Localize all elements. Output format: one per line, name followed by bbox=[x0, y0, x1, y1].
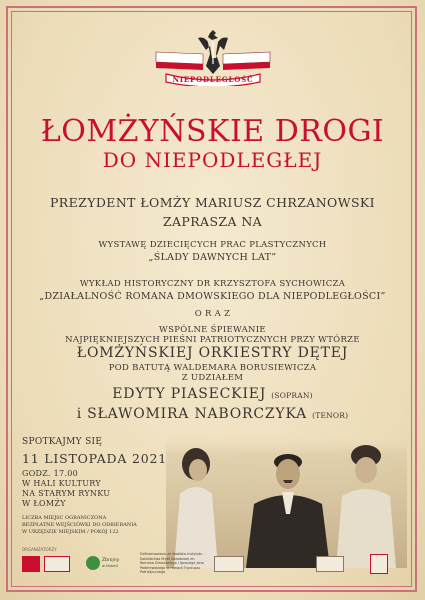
culture-hall-logo bbox=[44, 556, 70, 572]
soloist-1 bbox=[20, 383, 405, 402]
orchestra-name: ŁOMŻYŃSKIEJ ORKIESTRY DĘTEJ bbox=[76, 345, 349, 361]
soloist-2-prefix: i bbox=[76, 406, 83, 422]
notes-line-1: LICZBA MIEJSC OGRANICZONA bbox=[22, 515, 107, 521]
exhibition-title: „ŚLADY DAWNYCH LAT” bbox=[148, 252, 277, 263]
meeting-place-2: NA STARYM RYNKU bbox=[22, 489, 111, 498]
funding-text: Dofinansowano ze środków Instytutu Dziedzictwa Myśli Narodowej im. Romana Dmowskiego i Ignacego Jana Paderewskiego w ramach Funduszu Patriotycznego bbox=[140, 552, 204, 575]
intro-line-1: PREZYDENT ŁOMŻY MARIUSZ CHRZANOWSKI bbox=[50, 195, 375, 210]
banner-text: NIEPODLEGŁOŚĆ bbox=[172, 75, 254, 84]
meeting-place-1: W HALI KULTURY bbox=[22, 479, 101, 488]
organizers-label: ORGANIZATORZY bbox=[22, 547, 57, 552]
lecture-title: „DZIAŁALNOŚĆ ROMANA DMOWSKIEGO DLA NIEPODLEGŁOŚCI” bbox=[39, 291, 386, 302]
title-line-1: ŁOMŻYŃSKIE DROGI bbox=[40, 114, 385, 149]
soloist-2-role: (TENOR) bbox=[312, 411, 349, 420]
participation-line: Z UDZIAŁEM bbox=[181, 373, 244, 383]
exhibition-line-1: WYSTAWĘ DZIECIĘCYCH PRAC PLASTYCZNYCH bbox=[98, 240, 327, 250]
lecture-line-1: WYKŁAD HISTORYCZNY DR KRZYSZTOFA SYCHOWICZA bbox=[79, 279, 346, 289]
city-logo bbox=[22, 556, 40, 572]
conductor-line: POD BATUTĄ WALDEMARA BORUSIEWICZA bbox=[108, 363, 317, 373]
historic-photo bbox=[166, 434, 407, 568]
notes-line-2: BEZPŁATNE WEJŚCIÓWKI DO ODBIERANIA bbox=[22, 522, 137, 528]
soloist-1-role: (SOPRAN) bbox=[271, 391, 313, 400]
institute-logo bbox=[214, 556, 244, 572]
zbrojny-logo-mark bbox=[86, 556, 100, 570]
title-line-2: DO NIEPODLEGŁEJ bbox=[102, 148, 323, 172]
zbrojny-logo-sub: w historii bbox=[102, 564, 118, 568]
notes-line-3: W URZĘDZIE MIEJSKIM / POKÓJ 122 bbox=[22, 529, 119, 535]
meeting-place-3: W ŁOMŻY bbox=[22, 499, 66, 508]
meeting-intro: SPOTKAJMY SIĘ bbox=[22, 437, 103, 447]
singing-line-1: WSPÓLNE ŚPIEWANIE bbox=[159, 325, 266, 335]
national-institute-logo bbox=[370, 554, 388, 574]
soloist-1-name: EDYTY PIASECKIEJ bbox=[112, 386, 267, 402]
fund-logo bbox=[316, 556, 344, 572]
zbrojny-logo-text: Zbrojny bbox=[102, 558, 120, 563]
singing-line-2: NAJPIĘKNIEJSZYCH PIEŚNI PATRIOTYCZNYCH PRZY WTÓRZE bbox=[65, 335, 360, 345]
meeting-date: 11 LISTOPADA 2021 bbox=[22, 451, 167, 466]
soloist-2-name: SŁAWOMIRA NABORCZYKA bbox=[87, 406, 308, 422]
soloist-2 bbox=[20, 403, 405, 422]
eagle-emblem bbox=[148, 24, 278, 86]
oraz-separator: O R A Z bbox=[194, 309, 231, 319]
intro-line-2: ZAPRASZA NA bbox=[162, 214, 263, 229]
meeting-time: GODZ. 17.00 bbox=[22, 469, 79, 478]
